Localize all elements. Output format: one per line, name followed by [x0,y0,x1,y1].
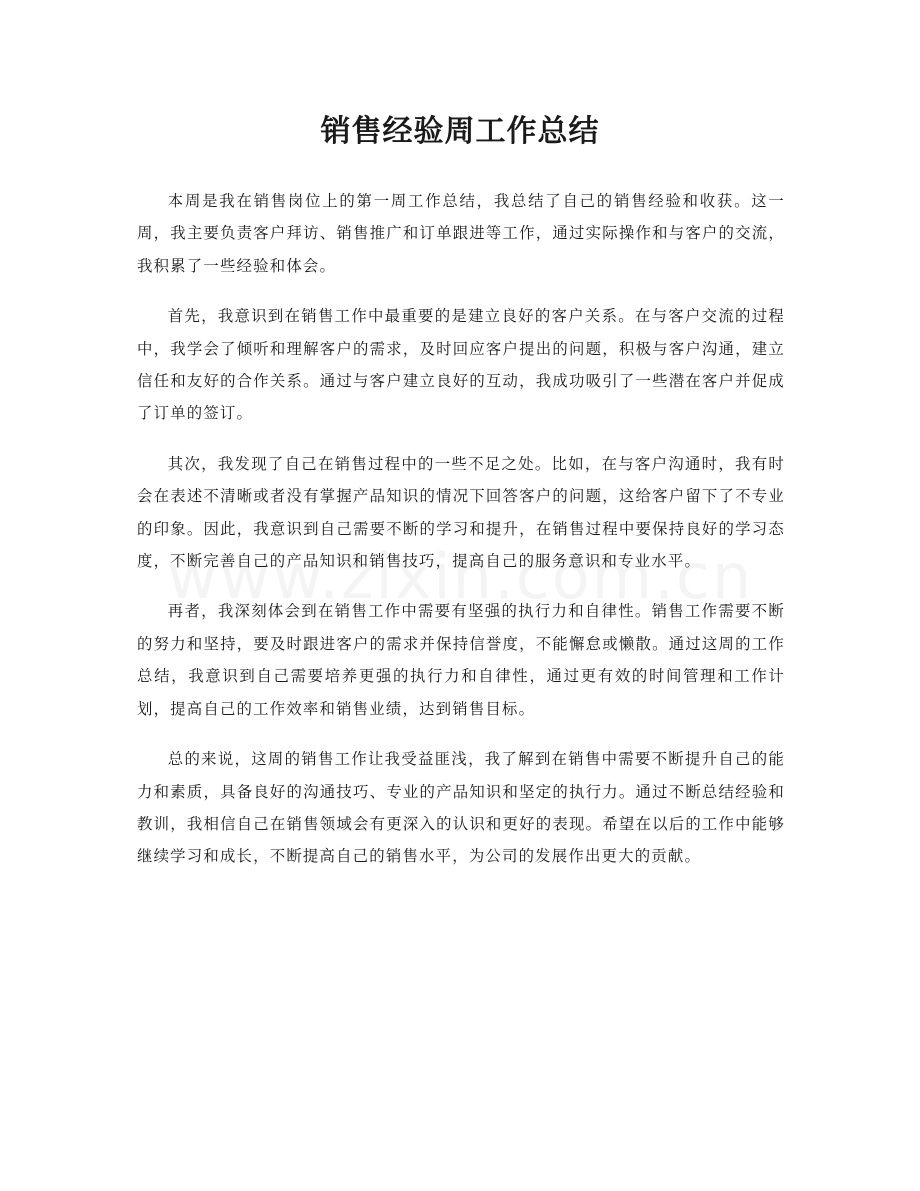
document-title: 销售经验周工作总结 [320,114,600,149]
paragraph-2: 首先，我意识到在销售工作中最重要的是建立良好的客户关系。在与客户交流的过程中，我学会了倾听和理解客户的需求，及时回应客户提出的问题，积极与客户沟通，建立信任和友好的合作关系。通过与客户建立良好的互动，我成功吸引了一些潜在客户并促成了订单的签订。 [137,307,785,423]
paragraph-5: 总的来说，这周的销售工作让我受益匪浅，我了解到在销售中需要不断提升自己的能力和素质，具备良好的沟通技巧、专业的产品知识和坚定的执行力。通过不断总结经验和教训，我相信自己在销售领域会有更深入的认识和更好的表现。希望在以后的工作中能够继续学习和成长，不断提高自己的销售水平，为公司的发展作出更大的贡献。 [137,750,785,866]
paragraph-3: 其次，我发现了自己在销售过程中的一些不足之处。比如，在与客户沟通时，我有时会在表述不清晰或者没有掌握产品知识的情况下回答客户的问题，这给客户留下了不专业的印象。因此，我意识到自己需要不断的学习和提升，在销售过程中要保持良好的学习态度，不断完善自己的产品知识和销售技巧，提高自己的服务意识和专业水平。 [137,454,785,571]
document-body [137,185,785,891]
paragraph-4: 再者，我深刻体会到在销售工作中需要有坚强的执行力和自律性。销售工作需要不断的努力和坚持，要及时跟进客户的需求并保持信誉度，不能懈怠或懒散。通过这周的工作总结，我意识到自己需要培养更强的执行力和自律性，通过更有效的时间管理和工作计划，提高自己的工作效率和销售业绩，达到销售目标。 [137,602,785,718]
paragraph-1: 本周是我在销售岗位上的第一周工作总结，我总结了自己的销售经验和收获。这一周，我主要负责客户拜访、销售推广和订单跟进等工作，通过实际操作和与客户的交流，我积累了一些经验和体会。 [137,192,785,275]
